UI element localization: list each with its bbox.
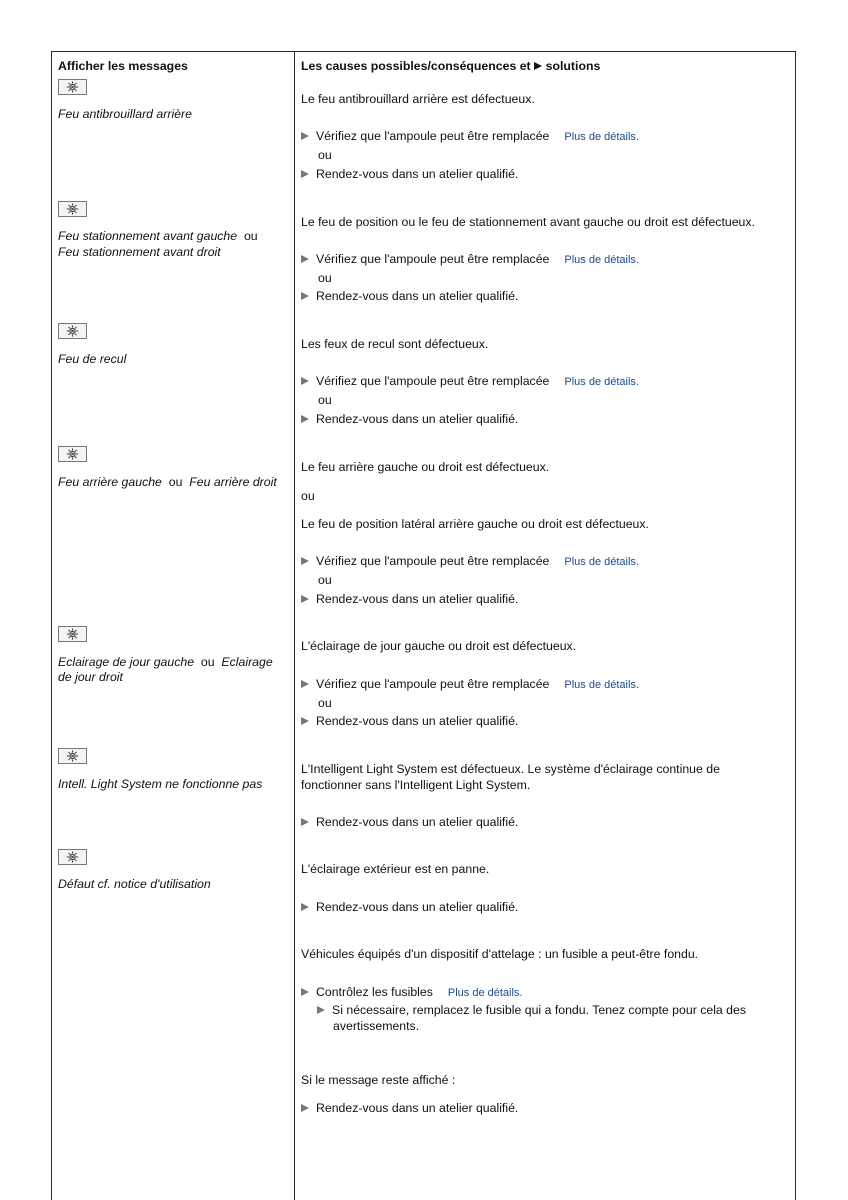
more-details-link[interactable]: Plus de détails: [564, 679, 636, 691]
period: .: [635, 376, 639, 388]
bullet-arrow-icon: [301, 255, 309, 263]
header-messages: Afficher les messages: [58, 59, 188, 73]
triangle-icon: [534, 62, 542, 70]
sub-step: [317, 1003, 746, 1018]
persist-text: Si le message reste affiché :: [301, 1073, 456, 1087]
bullet-arrow-icon: [301, 818, 309, 826]
workshop-step: [301, 592, 518, 607]
period: .: [635, 131, 639, 143]
check-bulb-step: [301, 252, 639, 268]
message-or: ou: [200, 655, 215, 669]
or-text: ou: [318, 148, 332, 162]
check-bulb-step: [301, 129, 639, 145]
cause-text: Les feux de recul sont défectueux.: [301, 337, 489, 351]
cause-text: fonctionner sans l'Intelligent Light System.: [301, 778, 531, 792]
period: .: [635, 556, 639, 568]
light-fault-icon: [58, 748, 87, 764]
bullet-arrow-icon: [317, 1006, 325, 1014]
sub-step-text: avertissements.: [333, 1019, 420, 1033]
message-text: Feu stationnement avant droit: [58, 245, 221, 259]
check-fuses-text: Contrôlez les fusibles: [316, 985, 433, 999]
cause-or-text: ou: [301, 489, 315, 503]
light-fault-glyph: [66, 851, 79, 863]
or-text: ou: [318, 696, 332, 710]
light-fault-glyph: [66, 448, 79, 460]
message-text: Intell. Light System ne fonctionne pas: [58, 777, 263, 791]
workshop-text: Rendez-vous dans un atelier qualifié.: [316, 167, 519, 181]
cause-text: Le feu arrière gauche ou droit est défectueux.: [301, 460, 550, 474]
table-border-left: [51, 51, 52, 1200]
bullet-arrow-icon: [301, 680, 309, 688]
check-bulb-text: Vérifiez que l'ampoule peut être remplacée: [316, 374, 550, 388]
light-fault-glyph: [66, 325, 79, 337]
workshop-text: Rendez-vous dans un atelier qualifié.: [316, 592, 519, 606]
header-causes: [301, 59, 600, 74]
workshop-text: Rendez-vous dans un atelier qualifié.: [316, 900, 519, 914]
message-text: Feu antibrouillard arrière: [58, 107, 192, 121]
bullet-arrow-icon: [301, 717, 309, 725]
message-or: ou: [168, 475, 183, 489]
workshop-step: [301, 815, 518, 830]
light-fault-icon: [58, 849, 87, 865]
light-fault-icon: [58, 79, 87, 95]
header-solutions-text: solutions: [545, 59, 601, 73]
workshop-text: Rendez-vous dans un atelier qualifié.: [316, 1101, 519, 1115]
table-column-divider: [294, 51, 295, 1200]
bullet-arrow-icon: [301, 132, 309, 140]
light-fault-icon: [58, 626, 87, 642]
message-text: [58, 229, 258, 244]
message-text: [58, 475, 277, 490]
light-fault-glyph: [66, 750, 79, 762]
workshop-step: [301, 289, 518, 304]
cause-text: L'éclairage de jour gauche ou droit est défectueux.: [301, 639, 577, 653]
message-part: Eclairage de jour gauche: [58, 655, 195, 669]
table-border-right: [795, 51, 796, 1200]
check-fuses-step: [301, 985, 522, 1001]
workshop-text: Rendez-vous dans un atelier qualifié.: [316, 289, 519, 303]
sub-step-text: Si nécessaire, remplacez le fusible qui a fondu. Tenez compte pour cela des: [332, 1003, 747, 1017]
bullet-arrow-icon: [301, 1104, 309, 1112]
more-details-link[interactable]: Plus de détails: [564, 131, 636, 143]
bullet-arrow-icon: [301, 595, 309, 603]
message-text: Défaut cf. notice d'utilisation: [58, 877, 211, 891]
light-fault-glyph: [66, 203, 79, 215]
workshop-step: [301, 167, 518, 182]
light-fault-glyph: [66, 81, 79, 93]
message-text: Feu de recul: [58, 352, 127, 366]
table-border-top: [51, 51, 796, 52]
light-fault-icon: [58, 201, 87, 217]
or-text: ou: [318, 393, 332, 407]
message-text: de jour droit: [58, 670, 123, 684]
check-bulb-text: Vérifiez que l'ampoule peut être remplacée: [316, 554, 550, 568]
cause-text: L'éclairage extérieur est en panne.: [301, 862, 490, 876]
check-bulb-text: Vérifiez que l'ampoule peut être remplacée: [316, 677, 550, 691]
bullet-arrow-icon: [301, 415, 309, 423]
bullet-arrow-icon: [301, 903, 309, 911]
or-text: ou: [318, 573, 332, 587]
more-details-link[interactable]: Plus de détails: [564, 556, 636, 568]
bullet-arrow-icon: [301, 988, 309, 996]
message-part: Eclairage: [221, 655, 273, 669]
cause-text: Le feu antibrouillard arrière est défectueux.: [301, 92, 535, 106]
message-part: Feu stationnement avant gauche: [58, 229, 238, 243]
more-details-link[interactable]: Plus de détails: [564, 254, 636, 266]
cause-text: Le feu de position ou le feu de stationnement avant gauche ou droit est défectueux.: [301, 215, 755, 229]
message-part: Feu arrière droit: [189, 475, 277, 489]
workshop-step: [301, 714, 518, 729]
period: .: [635, 254, 639, 266]
more-details-link[interactable]: Plus de détails: [564, 376, 636, 388]
light-fault-icon: [58, 323, 87, 339]
workshop-step: [301, 1101, 518, 1116]
message-part: Feu arrière gauche: [58, 475, 162, 489]
message-text: [58, 655, 273, 670]
header-causes-text: Les causes possibles/conséquences et: [301, 59, 531, 73]
message-or: ou: [243, 229, 258, 243]
period: .: [635, 679, 639, 691]
or-text: ou: [318, 271, 332, 285]
cause-text: Véhicules équipés d'un dispositif d'attelage : un fusible a peut-être fondu.: [301, 947, 699, 961]
cause-text: Le feu de position latéral arrière gauche ou droit est défectueux.: [301, 517, 649, 531]
check-bulb-text: Vérifiez que l'ampoule peut être remplacée: [316, 129, 550, 143]
workshop-step: [301, 900, 518, 915]
workshop-text: Rendez-vous dans un atelier qualifié.: [316, 714, 519, 728]
bullet-arrow-icon: [301, 170, 309, 178]
light-fault-icon: [58, 446, 87, 462]
workshop-text: Rendez-vous dans un atelier qualifié.: [316, 815, 519, 829]
period: .: [519, 987, 523, 999]
cause-text: L'Intelligent Light System est défectueux. Le système d'éclairage continue de: [301, 762, 720, 776]
workshop-text: Rendez-vous dans un atelier qualifié.: [316, 412, 519, 426]
workshop-step: [301, 412, 518, 427]
check-bulb-step: [301, 374, 639, 390]
check-bulb-step: [301, 677, 639, 693]
bullet-arrow-icon: [301, 292, 309, 300]
check-bulb-step: [301, 554, 639, 570]
bullet-arrow-icon: [301, 377, 309, 385]
more-details-link[interactable]: Plus de détails: [447, 987, 520, 999]
check-bulb-text: Vérifiez que l'ampoule peut être remplacée: [316, 252, 550, 266]
bullet-arrow-icon: [301, 557, 309, 565]
light-fault-glyph: [66, 628, 79, 640]
